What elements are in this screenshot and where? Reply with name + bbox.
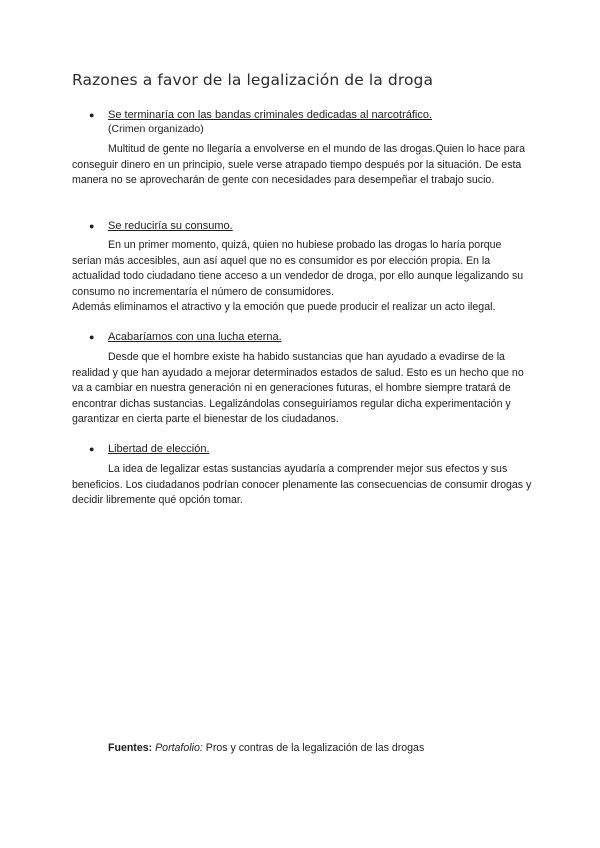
section-3-heading-row (89, 330, 282, 345)
bullet-icon: ● (89, 444, 95, 454)
section-1-body (72, 142, 532, 189)
section-3-body (72, 350, 532, 428)
section-2-body (72, 238, 532, 316)
bullet-icon: ● (89, 110, 95, 120)
bullet-icon: ● (89, 221, 95, 231)
section-2-paragraph-2: Además eliminamos el atractivo y la emoción que puede producir el realizar un acto ilegal. (72, 301, 496, 314)
section-2-heading-row (89, 219, 233, 234)
section-3-paragraph-1: Desde que el hombre existe ha habido sustancias que han ayudado a evadirse de la realidad y que han ayudado a mejorar determinados estados de salud. Esto es un hecho que no va a cambiar en nuestra generación ni en generaciones futuras, el hombre siempre tratará de encontrar dichas sustancias. Legalizándolas conseguiríamos regular dicha experimentación y garantizar en cierta parte el bienestar de los ciudadanos. (72, 351, 524, 426)
section-2-heading: Se reduciría su consumo. (108, 220, 233, 232)
page-title: Razones a favor de la legalización de la droga (72, 71, 434, 89)
section-4-heading-row (89, 442, 210, 457)
section-4-body (72, 462, 532, 509)
section-2-paragraph-1: En un primer momento, quizá, quien no hubiese probado las drogas lo haría porque serían más accesibles, aun así aquel que no es consumidor es por elección propia. En la actualidad todo ciudadano tiene acceso a un vendedor de droga, por ello aunque legalizando su consumo no incrementaría el número de consumidores. (72, 239, 524, 298)
section-1-paragraph-1: Multitud de gente no llegaría a envolverse en el mundo de las drogas.Quien lo hace para conseguir dinero en un principio, suele verse atrapado tiempo después por la situación. De esta manera no se aprovecharán de gente con necesidades para desempeñar el trabajo sucio. (72, 143, 525, 187)
source-title: Pros y contras de la legalización de las drogas (205, 742, 425, 754)
section-4-paragraph-1: La idea de legalizar estas sustancias ayudaría a comprender mejor sus efectos y sus beneficios. Los ciudadanos podrían conocer plenamente las consecuencias de consumir drogas y decidir libremente qué opción tomar. (72, 463, 532, 507)
bullet-icon: ● (89, 332, 95, 342)
section-1-heading-row (89, 108, 432, 123)
source-name: Portafolio: (155, 742, 203, 754)
section-1-subtitle: (Crimen organizado) (108, 123, 204, 135)
sources-footer (108, 742, 424, 754)
sources-label: Fuentes: (108, 742, 153, 754)
section-1-heading: Se terminaría con las bandas criminales dedicadas al narcotráfico. (108, 109, 433, 121)
section-4-heading: Libertad de elección. (108, 443, 210, 455)
section-3-heading: Acabaríamos con una lucha eterna. (108, 331, 282, 343)
